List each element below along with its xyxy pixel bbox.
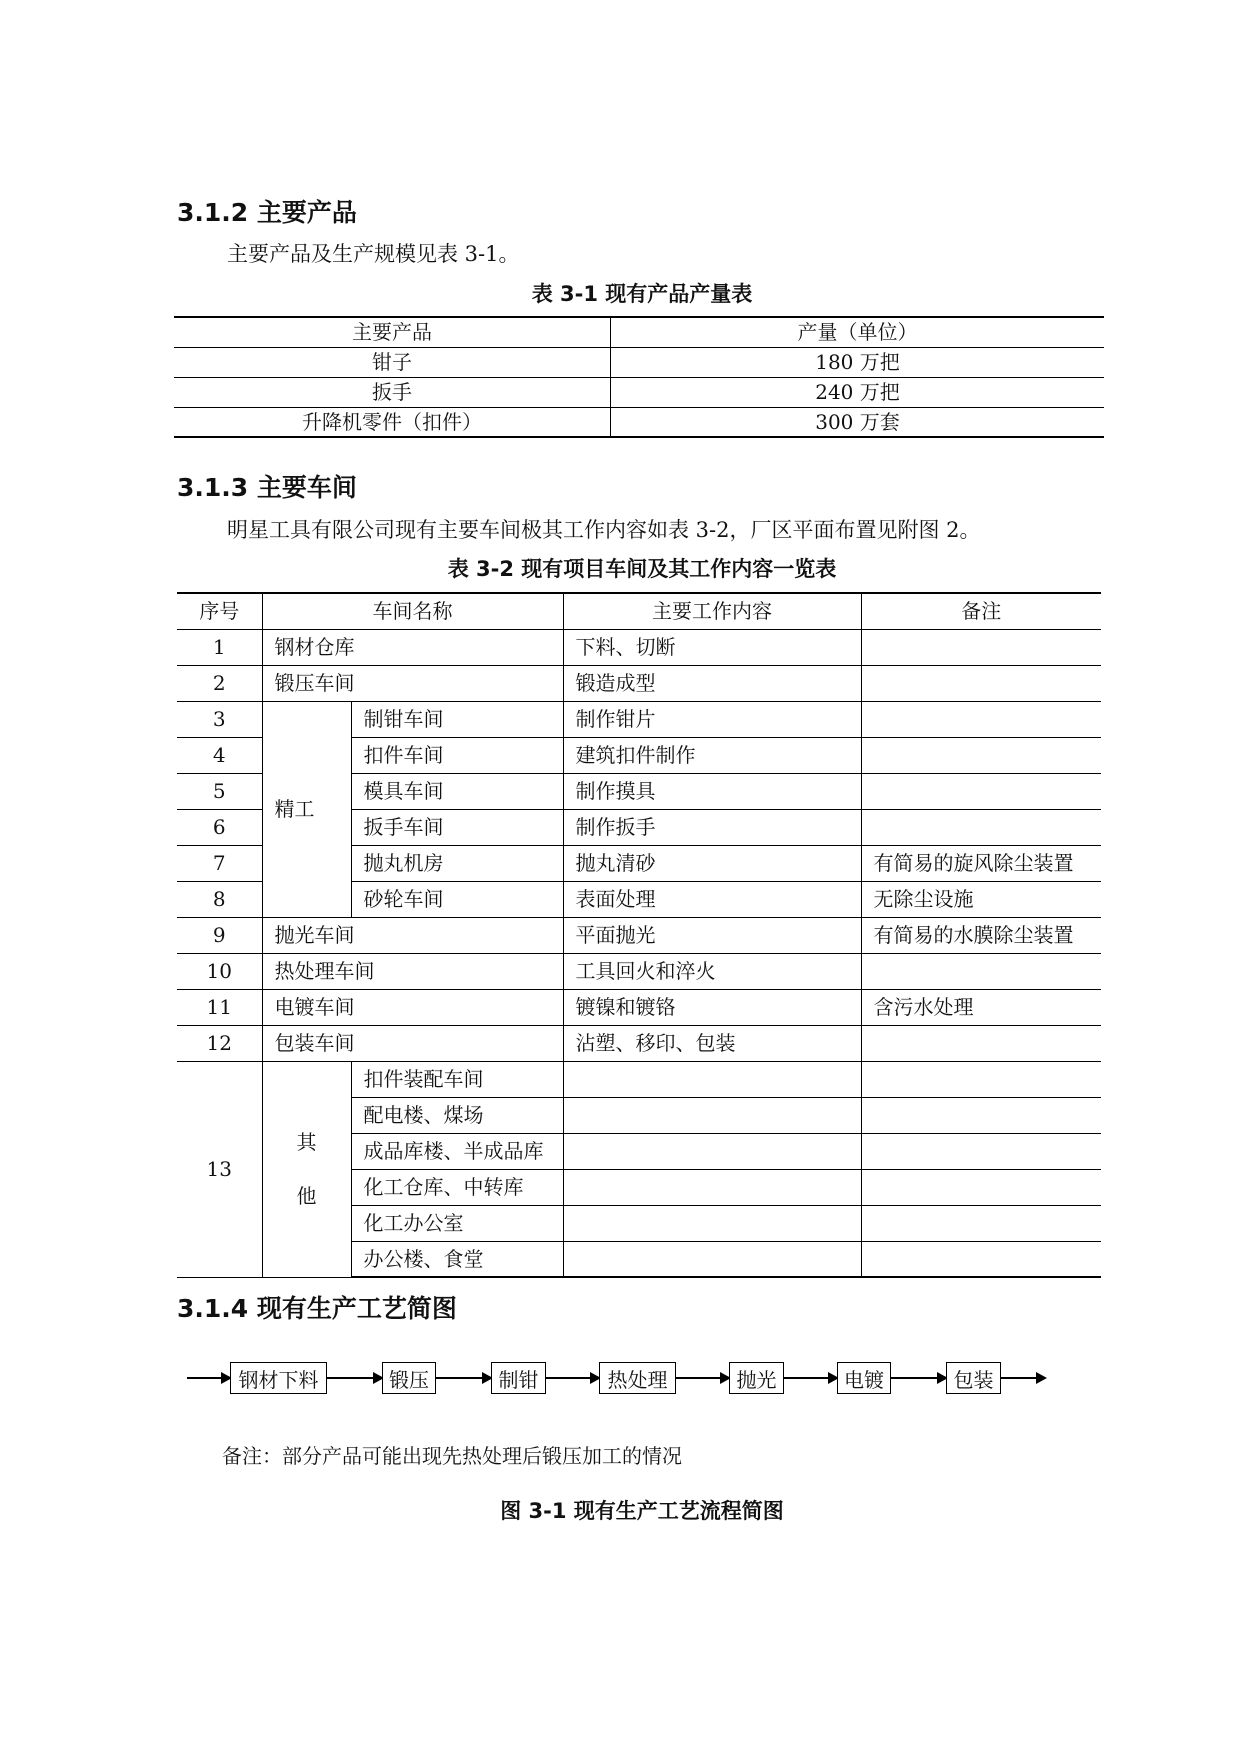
cell-name: 扣件车间 <box>351 737 563 773</box>
cell-work <box>563 1133 861 1169</box>
cell-name: 模具车间 <box>351 773 563 809</box>
cell-work: 建筑扣件制作 <box>563 737 861 773</box>
flow-step-7: 包装 <box>946 1362 1001 1394</box>
header-workshop: 车间名称 <box>262 593 563 629</box>
flow-arrow <box>676 1377 729 1379</box>
flow-step-6: 电镀 <box>837 1362 891 1394</box>
cell-no: 2 <box>177 665 262 701</box>
cell-name: 电镀车间 <box>262 989 563 1025</box>
section-312-heading: 3.1.2 主要产品 <box>177 198 357 227</box>
header-product: 主要产品 <box>174 317 611 347</box>
cell-work: 制作摸具 <box>563 773 861 809</box>
table-3-2 <box>177 592 1101 1278</box>
cell-no: 8 <box>177 881 262 917</box>
cell-note <box>861 1169 1101 1205</box>
table-row <box>174 347 1104 377</box>
table-row <box>177 629 1101 665</box>
cell-no: 7 <box>177 845 262 881</box>
cell-note <box>861 773 1101 809</box>
cell-product: 扳手 <box>174 377 611 407</box>
cell-name: 包装车间 <box>262 1025 563 1061</box>
cell-name: 配电楼、煤场 <box>351 1097 563 1133</box>
table-header-row <box>174 317 1104 347</box>
flow-step-2: 锻压 <box>382 1362 436 1394</box>
cell-work: 镀镍和镀铬 <box>563 989 861 1025</box>
header-output: 产量（单位） <box>611 317 1105 347</box>
cell-no: 10 <box>177 953 262 989</box>
flow-arrow-in <box>187 1377 230 1379</box>
table-row <box>177 701 1101 737</box>
cell-name: 成品库楼、半成品库 <box>351 1133 563 1169</box>
flow-note: 备注：部分产品可能出现先热处理后锻压加工的情况 <box>222 1444 682 1468</box>
flow-step-5: 抛光 <box>729 1362 784 1394</box>
cell-output: 240 万把 <box>611 377 1105 407</box>
table-row <box>177 1061 1101 1097</box>
cell-work: 工具回火和淬火 <box>563 953 861 989</box>
flow-arrow <box>891 1377 946 1379</box>
cell-note <box>861 701 1101 737</box>
header-no: 序号 <box>177 593 262 629</box>
cell-work <box>563 1169 861 1205</box>
cell-no: 12 <box>177 1025 262 1061</box>
table-row <box>177 1025 1101 1061</box>
cell-output: 180 万把 <box>611 347 1105 377</box>
cell-work <box>563 1205 861 1241</box>
cell-note <box>861 1133 1101 1169</box>
cell-name: 抛丸机房 <box>351 845 563 881</box>
cell-note <box>861 1241 1101 1277</box>
table-header-row <box>177 593 1101 629</box>
cell-name: 化工办公室 <box>351 1205 563 1241</box>
group-qita-char-2: 他 <box>296 1184 317 1208</box>
cell-product: 钳子 <box>174 347 611 377</box>
figure-3-1-caption: 图 3-1 现有生产工艺流程简图 <box>500 1499 784 1523</box>
flow-arrow <box>436 1377 491 1379</box>
cell-no: 11 <box>177 989 262 1025</box>
cell-name: 化工仓库、中转库 <box>351 1169 563 1205</box>
cell-note: 含污水处理 <box>861 989 1101 1025</box>
cell-no: 3 <box>177 701 262 737</box>
table-row <box>174 377 1104 407</box>
cell-no: 13 <box>177 1061 262 1277</box>
table-3-2-caption: 表 3-2 现有项目车间及其工作内容一览表 <box>447 557 837 581</box>
header-work: 主要工作内容 <box>563 593 861 629</box>
cell-work <box>563 1097 861 1133</box>
table-row <box>177 989 1101 1025</box>
cell-note <box>861 953 1101 989</box>
table-3-1-caption: 表 3-1 现有产品产量表 <box>531 282 753 306</box>
cell-work: 平面抛光 <box>563 917 861 953</box>
cell-no: 6 <box>177 809 262 845</box>
cell-note: 有简易的水膜除尘装置 <box>861 917 1101 953</box>
cell-name: 锻压车间 <box>262 665 563 701</box>
cell-work <box>563 1241 861 1277</box>
header-note: 备注 <box>861 593 1101 629</box>
cell-note <box>861 809 1101 845</box>
table-row <box>174 407 1104 437</box>
cell-work: 制作钳片 <box>563 701 861 737</box>
cell-name: 钢材仓库 <box>262 629 563 665</box>
cell-note: 有简易的旋风除尘装置 <box>861 845 1101 881</box>
group-qita <box>262 1061 351 1277</box>
cell-note <box>861 1097 1101 1133</box>
cell-note: 无除尘设施 <box>861 881 1101 917</box>
flow-arrow <box>546 1377 599 1379</box>
section-313-heading: 3.1.3 主要车间 <box>177 473 357 502</box>
cell-name: 抛光车间 <box>262 917 563 953</box>
group-jinggong: 精工 <box>262 701 351 917</box>
flow-arrow <box>327 1377 382 1379</box>
flow-step-3: 制钳 <box>491 1362 546 1394</box>
cell-no: 5 <box>177 773 262 809</box>
cell-note <box>861 665 1101 701</box>
cell-note <box>861 1025 1101 1061</box>
cell-name: 办公楼、食堂 <box>351 1241 563 1277</box>
flow-step-1: 钢材下料 <box>230 1362 327 1394</box>
cell-name: 热处理车间 <box>262 953 563 989</box>
table-row <box>177 953 1101 989</box>
cell-no: 9 <box>177 917 262 953</box>
cell-note <box>861 1061 1101 1097</box>
cell-name: 扣件装配车间 <box>351 1061 563 1097</box>
section-313-intro: 明星工具有限公司现有主要车间极其工作内容如表 3-2，厂区平面布置见附图 2。 <box>227 518 981 542</box>
flow-arrow-out <box>1001 1377 1045 1379</box>
cell-name: 砂轮车间 <box>351 881 563 917</box>
cell-work: 制作扳手 <box>563 809 861 845</box>
cell-no: 1 <box>177 629 262 665</box>
cell-name: 制钳车间 <box>351 701 563 737</box>
cell-work: 下料、切断 <box>563 629 861 665</box>
flow-step-4: 热处理 <box>599 1362 676 1394</box>
cell-no: 4 <box>177 737 262 773</box>
table-3-1 <box>174 316 1104 438</box>
section-312-intro: 主要产品及生产规模见表 3-1。 <box>227 242 520 266</box>
cell-product: 升降机零件（扣件） <box>174 407 611 437</box>
cell-work <box>563 1061 861 1097</box>
table-row <box>177 917 1101 953</box>
cell-output: 300 万套 <box>611 407 1105 437</box>
cell-note <box>861 629 1101 665</box>
cell-work: 锻造成型 <box>563 665 861 701</box>
cell-work: 沾塑、移印、包装 <box>563 1025 861 1061</box>
cell-name: 扳手车间 <box>351 809 563 845</box>
cell-note <box>861 1205 1101 1241</box>
flow-arrow <box>784 1377 837 1379</box>
cell-work: 抛丸清砂 <box>563 845 861 881</box>
group-qita-char-1: 其 <box>296 1130 317 1154</box>
cell-work: 表面处理 <box>563 881 861 917</box>
section-314-heading: 3.1.4 现有生产工艺简图 <box>177 1294 457 1323</box>
cell-note <box>861 737 1101 773</box>
table-row <box>177 665 1101 701</box>
